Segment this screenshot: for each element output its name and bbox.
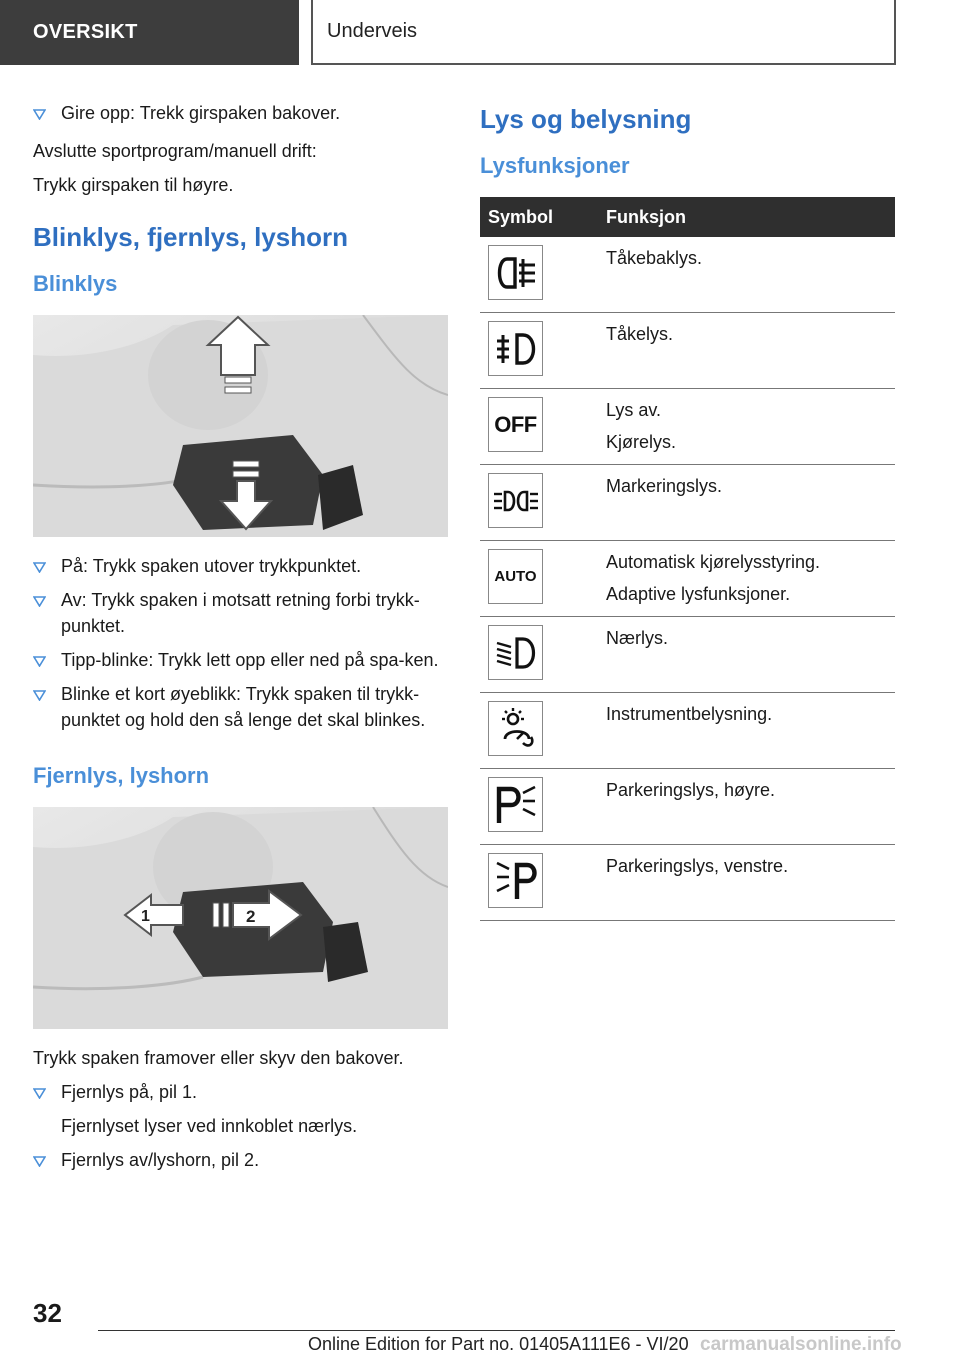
function-text: Adaptive lysfunksjoner. — [606, 584, 791, 604]
rear-fog-light-icon — [488, 245, 543, 300]
page-number: 32 — [33, 1298, 62, 1328]
low-beam-icon — [488, 625, 543, 680]
list-item-text: Gire opp: Trekk girspaken bakover. — [61, 103, 341, 123]
paragraph: Trykk spaken framover eller skyv den bakover. — [33, 1048, 404, 1068]
list-item-text: Av: Trykk spaken i motsatt retning forbi trykk-punktet. — [61, 590, 420, 636]
function-text: Tåkelys. — [606, 324, 674, 344]
list-item-text: På: Trykk spaken utover trykkpunktet. — [61, 556, 362, 576]
table-row — [480, 845, 895, 921]
blinklys-list — [33, 553, 448, 733]
column-header-symbol: Symbol — [480, 197, 598, 237]
column-header-function: Funksjon — [598, 197, 895, 237]
off-icon — [488, 397, 543, 452]
table-row — [480, 693, 895, 769]
triangle-bullet-icon — [33, 587, 61, 639]
front-fog-light-icon — [488, 321, 543, 376]
subsection-heading: Lysfunksjoner — [480, 153, 630, 178]
watermark: carmanualsonline.info — [700, 1334, 902, 1355]
subsection-heading: Blinklys — [33, 271, 118, 296]
function-text: Lys av. — [606, 400, 662, 420]
footer-divider — [98, 1330, 895, 1331]
left-column — [33, 100, 448, 1181]
tab-oversikt[interactable] — [0, 0, 299, 65]
triangle-bullet-icon — [33, 1079, 61, 1105]
list-item — [33, 553, 448, 579]
function-text: Nærlys. — [606, 628, 668, 648]
high-beam-lever-illustration — [33, 807, 448, 1029]
list-item-text: Tipp-blinke: Trykk lett opp eller ned på spa-ken. — [61, 650, 439, 670]
section-heading: Blinklys, fjernlys, lyshorn — [33, 222, 348, 252]
parking-light-right-icon — [488, 777, 543, 832]
parking-light-left-icon — [488, 853, 543, 908]
tab-oversikt-label: OVERSIKT — [33, 21, 138, 43]
edition-note: Online Edition for Part no. 01405A111E6 - VI/20 — [308, 1334, 689, 1354]
section-heading: Lys og belysning — [480, 104, 692, 134]
function-text: Parkeringslys, venstre. — [606, 856, 789, 876]
function-text: Markeringslys. — [606, 476, 723, 496]
table-row — [480, 541, 895, 617]
paragraph: Fjernlyset lyser ved innkoblet nærlys. — [61, 1116, 358, 1136]
table-row — [480, 465, 895, 541]
list-item — [33, 1079, 448, 1105]
function-text: Kjørelys. — [606, 432, 677, 452]
list-item — [33, 647, 448, 673]
tab-underveis-label: Underveis — [327, 20, 418, 42]
paragraph: Avslutte sportprogram/manuell drift: — [33, 141, 317, 161]
list-item-text: Fjernlys på, pil 1. — [61, 1082, 198, 1102]
table-row — [480, 769, 895, 845]
arrow-2-label: 2 — [246, 907, 256, 926]
table-row — [480, 313, 895, 389]
auto-icon-text: AUTO — [494, 567, 537, 585]
triangle-bullet-icon — [33, 681, 61, 733]
list-item — [33, 681, 448, 733]
table-row — [480, 237, 895, 313]
table-row — [480, 617, 895, 693]
off-icon-text: OFF — [494, 411, 537, 437]
light-functions-table — [480, 197, 895, 921]
function-text: Instrumentbelysning. — [606, 704, 773, 724]
list-item — [33, 100, 448, 126]
triangle-bullet-icon — [33, 1147, 61, 1173]
auto-light-icon — [488, 549, 543, 604]
function-text: Tåkebaklys. — [606, 248, 703, 268]
tab-underveis[interactable] — [311, 0, 896, 65]
instrument-lighting-icon — [488, 701, 543, 756]
triangle-bullet-icon — [33, 553, 61, 579]
function-text: Parkeringslys, høyre. — [606, 780, 776, 800]
list-item-text: Fjernlys av/lyshorn, pil 2. — [61, 1150, 260, 1170]
list-item-text: Blinke et kort øyeblikk: Trykk spaken til trykk-punktet og hold den så lenge det skal blinkes. — [61, 684, 426, 730]
side-marker-light-icon — [488, 473, 543, 528]
paragraph: Trykk girspaken til høyre. — [33, 175, 234, 195]
function-text: Automatisk kjørelysstyring. — [606, 552, 821, 572]
subsection-heading: Fjernlys, lyshorn — [33, 763, 210, 788]
triangle-bullet-icon — [33, 647, 61, 673]
arrow-1-label: 1 — [141, 908, 150, 925]
list-item — [33, 1147, 448, 1173]
table-row — [480, 389, 895, 465]
turn-signal-lever-illustration — [33, 315, 448, 537]
triangle-bullet-icon — [33, 100, 61, 126]
right-column — [480, 100, 895, 921]
table-header-row — [480, 197, 895, 237]
list-item — [33, 587, 448, 639]
